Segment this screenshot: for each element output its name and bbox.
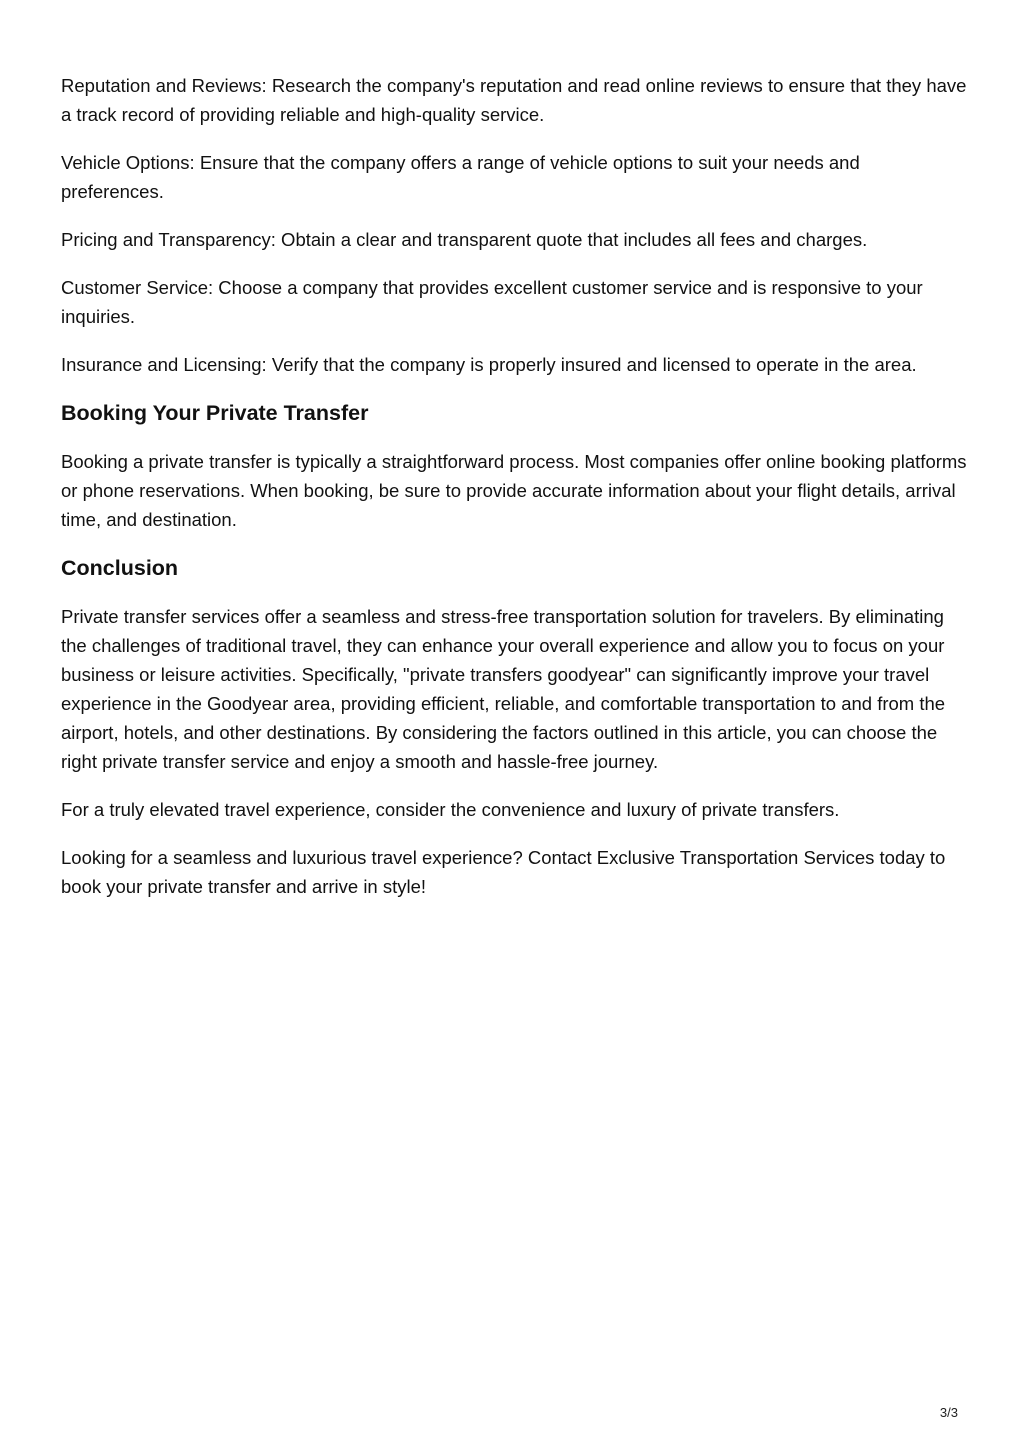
document-page <box>61 71 967 920</box>
paragraph-pricing-transparency: Pricing and Transparency: Obtain a clear and transparent quote that includes all fees and charges. <box>61 229 868 250</box>
paragraph-conclusion-main: Private transfer services offer a seamless and stress-free transportation solution for travelers. By eliminating the challenges of traditional travel, they can enhance your overall experience and allow you to focus on your business or leisure activities. Specifically, "private transfers goodyear" can significantly improve your travel experience in the Goodyear area, providing efficient, reliable, and comfortable transportation to and from the airport, hotels, and other destinations. By considering the factors outlined in this article, you can choose the right private transfer service and enjoy a smooth and hassle-free journey. <box>61 606 946 772</box>
paragraph-booking: Booking a private transfer is typically a straightforward process. Most companies offer online booking platforms or phone reservations. When booking, be sure to provide accurate information about your flight details, arrival time, and destination. <box>61 451 967 530</box>
heading-booking: Booking Your Private Transfer <box>61 401 369 425</box>
paragraph-insurance-licensing: Insurance and Licensing: Verify that the company is properly insured and licensed to operate in the area. <box>61 354 917 375</box>
paragraph-conclusion-elevated: For a truly elevated travel experience, consider the convenience and luxury of private transfers. <box>61 799 840 820</box>
paragraph-conclusion-contact: Looking for a seamless and luxurious travel experience? Contact Exclusive Transportation Services today to book your private transfer and arrive in style! <box>61 847 946 897</box>
heading-conclusion: Conclusion <box>61 556 179 580</box>
paragraph-customer-service: Customer Service: Choose a company that provides excellent customer service and is responsive to your inquiries. <box>61 277 923 327</box>
page-number: 3/3 <box>939 1405 958 1420</box>
paragraph-reputation-reviews: Reputation and Reviews: Research the company's reputation and read online reviews to ensure that they have a track record of providing reliable and high-quality service. <box>61 75 967 125</box>
paragraph-vehicle-options: Vehicle Options: Ensure that the company offers a range of vehicle options to suit your needs and preferences. <box>61 152 860 202</box>
